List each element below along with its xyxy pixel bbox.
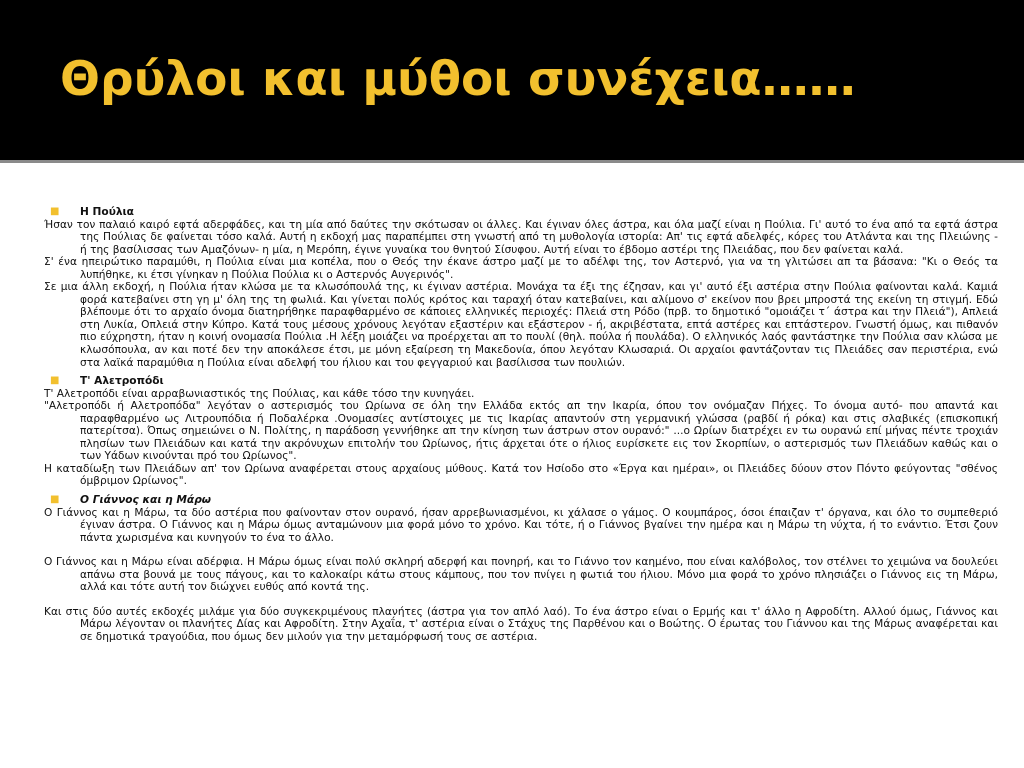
paragraph: Ο Γιάννος και η Μάρω, τα δύο αστέρια που φαίνονταν στον ουρανό, ήσαν αρρεβωνιασμένοι, κι χάλασε ο γάμος. Ο κουμπάρος, όσοι έπαιζαν τ' όργανα, και όλο το συμπεθεριό έγιναν άστρα. Ο Γιάννος και η Μάρω όμως ανταμώνουν μια φορά μόνο το χρόνο. Και τότε, ή ο Γιάννος βγαίνει την ημέρα και η Μάρω τη νύχτα, ή το ενάντιο. Έτσι ζουν πάντα χωρισμένα και κυνηγούν το ένα το άλλο. [44,506,998,544]
section-heading-poulia [44,206,998,219]
section-heading-text: Η Πούλια [80,206,134,218]
paragraph: Τ' Αλετροπόδι είναι αρραβωνιαστικός της Πούλιας, και κάθε τόσο την κυνηγάει. [44,387,475,400]
title-bar [0,0,1024,160]
paragraph: Και στις δύο αυτές εκδοχές μιλάμε για δύο συγκεκριμένους πλανήτες (άστρα για τον απλό λαό). Το ένα άστρο είναι ο Ερμής και τ' άλλο η Αφροδίτη. Αλλού όμως, Γιάννος και Μάρω λέγονταν οι πλανήτες Δίας και Αφροδίτη. Στην Αχαΐα, τ' αστέρια είναι ο Στάχυς της Παρθένου και ο Βοώτης. Ο έρωτας του Γιάννου και της Μάρως αναφέρεται και σε δημοτικά τραγούδια, που όμως δεν μιλούν για την μεταμόρφωσή τους σε αστέρια. [44,605,998,643]
paragraph: Η καταδίωξη των Πλειάδων απ' τον Ωρίωνα αναφέρεται στους αρχαίους μύθους. Κατά τον Ησίοδο στο «Έργα και ημέραι», οι Πλειάδες δύουν στον Πόντο φεύγοντας "σθένος όμβριμον Ωρίωνος". [44,462,998,488]
paragraph: "Αλετροπόδι ή Αλετροπόδα" λεγόταν ο αστερισμός του Ωρίωνα σε όλη την Ελλάδα εκτός απ την Ικαρία, όπου τον ονόμαζαν Πήχες. Το όνομα αυτό- που απαντά και παραφθαρμένο ως Λιτρουπόδια ή Ποδαλέρκα .Ονομασίες αντίστοιχες με τις Ικαρίας απαντούν στη γερμανική γλώσσα (ραβδί ή ρόκα) και στις σλαβικές (επισκοπική πατερίτσα). Όπως σημειώνει ο Ν. Πολίτης, η παράδοση γεννήθηκε απ την κίνηση των άστρων στον ουρανό:" ...ο Ωρίων διατρέχει εν τω ουρανώ επί μήνας πέντε τροχιάν πλησίων των Πλειάδων και κατά την ακρόνυχων επιτολήν του Ωρίωνος, ήτις άρχεται ότε ο ήλιος ευρίσκετε εις τον Σκορπίων, ο αστερισμός των Πλειάδων καθώς και ο των Υάδων κινούνται πρό του Ωρίωνος". [44,400,998,463]
section-heading-aletropodi [44,375,998,388]
square-bullet-icon: ■ [50,375,60,387]
paragraph: Σε μια άλλη εκδοχή, η Πούλια ήταν κλώσα με τα κλωσόπουλά της, κι έγιναν αστέρια. Μονάχα τα έξι της έζησαν, και γι' αυτό έξι αστέρια στην Πούλια φαίνονται καλά. Καμιά φορά κατεβαίνει στη γη μ' όλη της τη φωλιά. Και γίνεται πολύς κρότος και ταραχή όταν κατεβαίνει, και αλίμονο σ' εκείνον που βρει μπροστά της εκείνη τη στιγμή. Εδώ βλέπουμε ότι το αρχαίο όνομα διατηρήθηκε παραφθαρμένο σε κάποιες ελληνικές περιοχές: Πλειά στη Ρόδο (πρβ. το δημοτικό "ομοιάζει τ΄ άστρα και την Πλειά"), Απλειά στη Λυκία, Οπλειά στην Κύπρο. Κατά τους μέσους χρόνους λεγόταν εξαστέριν και εξάστερον - ή, ακριβέστατα, επτά αστέρες και επτάστερον. Γνωστή όμως, και πιθανόν πιο εύχρηστη, ήταν η κοινή ονομασία Πούλια .Η λέξη μοιάζει να προέρχεται απ το πουλί (θηλ. πούλα ή πουλάδα). Ο ελληνικός λαός φαντάστηκε την Πούλια σαν κλώσα με κλωσόπουλα, αν και ποτέ δεν την αποκάλεσε έτσι, με μόνη εξαίρεση τη Μακεδονία, όπου λεγόταν Κλωσαριά. Οι αρχαίοι φαντάζονταν τις Πλειάδες σαν περιστέρια, ενώ στα λαϊκά παραμύθια η Πούλια είναι αδελφή του ήλιου και του φεγγαριού και βασίλισσα των πουλιών. [44,281,998,369]
slide-title: Θρύλοι και μύθοι συνέχεια…… [60,52,856,107]
section-heading-giannos [44,494,998,507]
paragraph: Ήσαν τον παλαιό καιρό εφτά αδερφάδες, και τη μία από δαύτες την σκότωσαν οι άλλες. Και έγιναν όλες άστρα, και όλα μαζί είναι η Πούλια. Γι' αυτό το ένα από τα εφτά άστρα της Πούλιας δε φαίνεται τόσο καλά. Αυτή η εκδοχή μας παραπέμπει στη γνωστή από τη μυθολογία ιστορία: Απ' τις εφτά αδελφές, κόρες του Ατλάντα και της Πλειώνης - ή της βασίλισσας των Αμαζόνων- η μία, η Μερόπη, έγινε γυναίκα του θνητού Σίσυφου. Αυτή είναι το έβδομο αστέρι της Πλειάδας, που δεν φαίνεται καλά. [44,218,998,256]
paragraph: Σ' ένα ηπειρώτικο παραμύθι, η Πούλια είναι μια κοπέλα, που ο Θεός την έκανε άστρο μαζί με το αδέλφι της, τον Αστερνό, για να τη γλιτώσει απ τα βάσανα: "Κι ο Θεός τα λυπήθηκε, κι έτσι γίνηκαν η Πούλια Πούλια κι ο Αστερνός Αυγερινός". [44,256,998,281]
slide-body [44,206,998,644]
square-bullet-icon: ■ [50,494,60,506]
section-heading-text: Ο Γιάννος και η Μάρω [80,494,211,507]
paragraph: Ο Γιάννος και η Μάρω είναι αδέρφια. Η Μάρω όμως είναι πολύ σκληρή αδερφή και πονηρή, και το Γιάννο τον καημένο, που είναι καλόβολος, τον στέλνει το χειμώνα να δουλεύει απάνω στα βουνά με τους πάγους, και το καλοκαίρι κάτω στους κάμπους, που τον πνίγει η φωτιά του ήλιου. Μόνο μια φορά το χρόνο πλησιάζει ο Γιάννος εις τη Μάρω, αλλά και τότε αυτή τον διώχνει ευθύς από κοντά της. [44,556,998,594]
square-bullet-icon: ■ [50,206,60,217]
title-divider [0,160,1024,163]
section-heading-text: Τ' Αλετροπόδι [80,375,164,388]
